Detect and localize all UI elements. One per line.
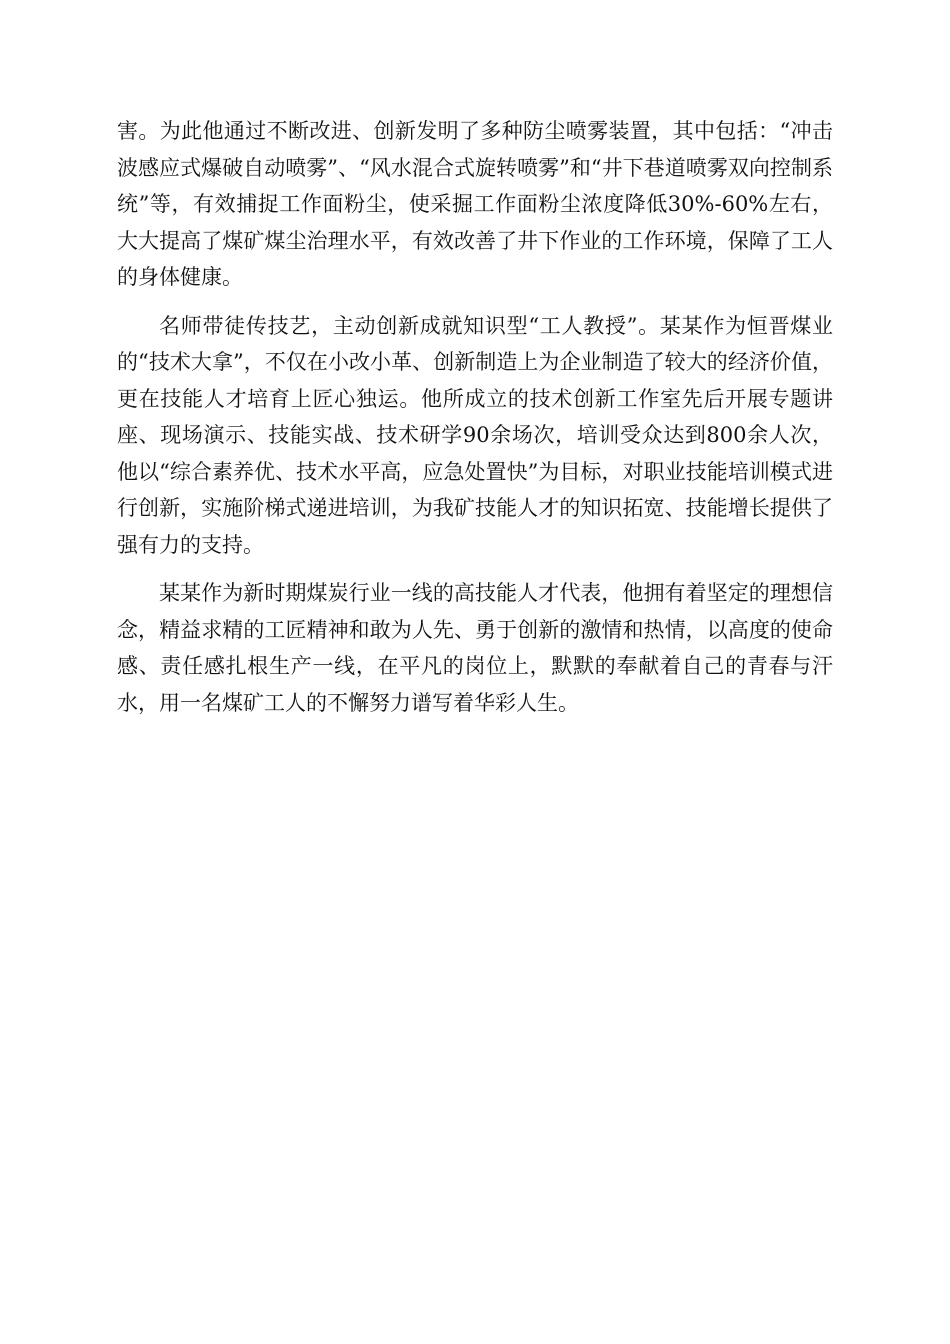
paragraph-continuation: 害。为此他通过不断改进、创新发明了多种防尘喷雾装置，其中包括：“冲击波感应式爆破自动喷雾”、“风水混合式旋转喷雾”和“井下巷道喷雾双向控制系统”等，有效捕捉工作面粉尘，使采掘工作面粉尘浓度降低30%-60%左右，大大提高了煤矿煤尘治理水平，有效改善了井下作业的工作环境，保障了工人的身体健康。 — [117, 119, 833, 289]
paragraph-conclusion: 某某作为新时期煤炭行业一线的高技能人才代表，他拥有着坚定的理想信念，精益求精的工匠精神和敢为人先、勇于创新的激情和热情，以高度的使命感、责任感扎根生产一线，在平凡的岗位上，默默的奉献着自己的青春与汗水，用一名煤矿工人的不懈努力谱写着华彩人生。 — [117, 581, 833, 715]
document-body — [117, 113, 833, 733]
paragraph-apprenticeship: 名师带徒传技艺，主动创新成就知识型“工人教授”。某某作为恒晋煤业的“技术大拿”，不仅在小改小革、创新制造上为企业制造了较大的经济价值，更在技能人才培育上匠心独运。他所成立的技术创新工作室先后开展专题讲座、现场演示、技能实战、技术研学90余场次，培训受众达到800余人次，他以“综合素养优、技术水平高，应急处置快”为目标，对职业技能培训模式进行创新，实施阶梯式递进培训，为我矿技能人才的知识拓宽、技能增长提供了强有力的支持。 — [117, 313, 833, 557]
